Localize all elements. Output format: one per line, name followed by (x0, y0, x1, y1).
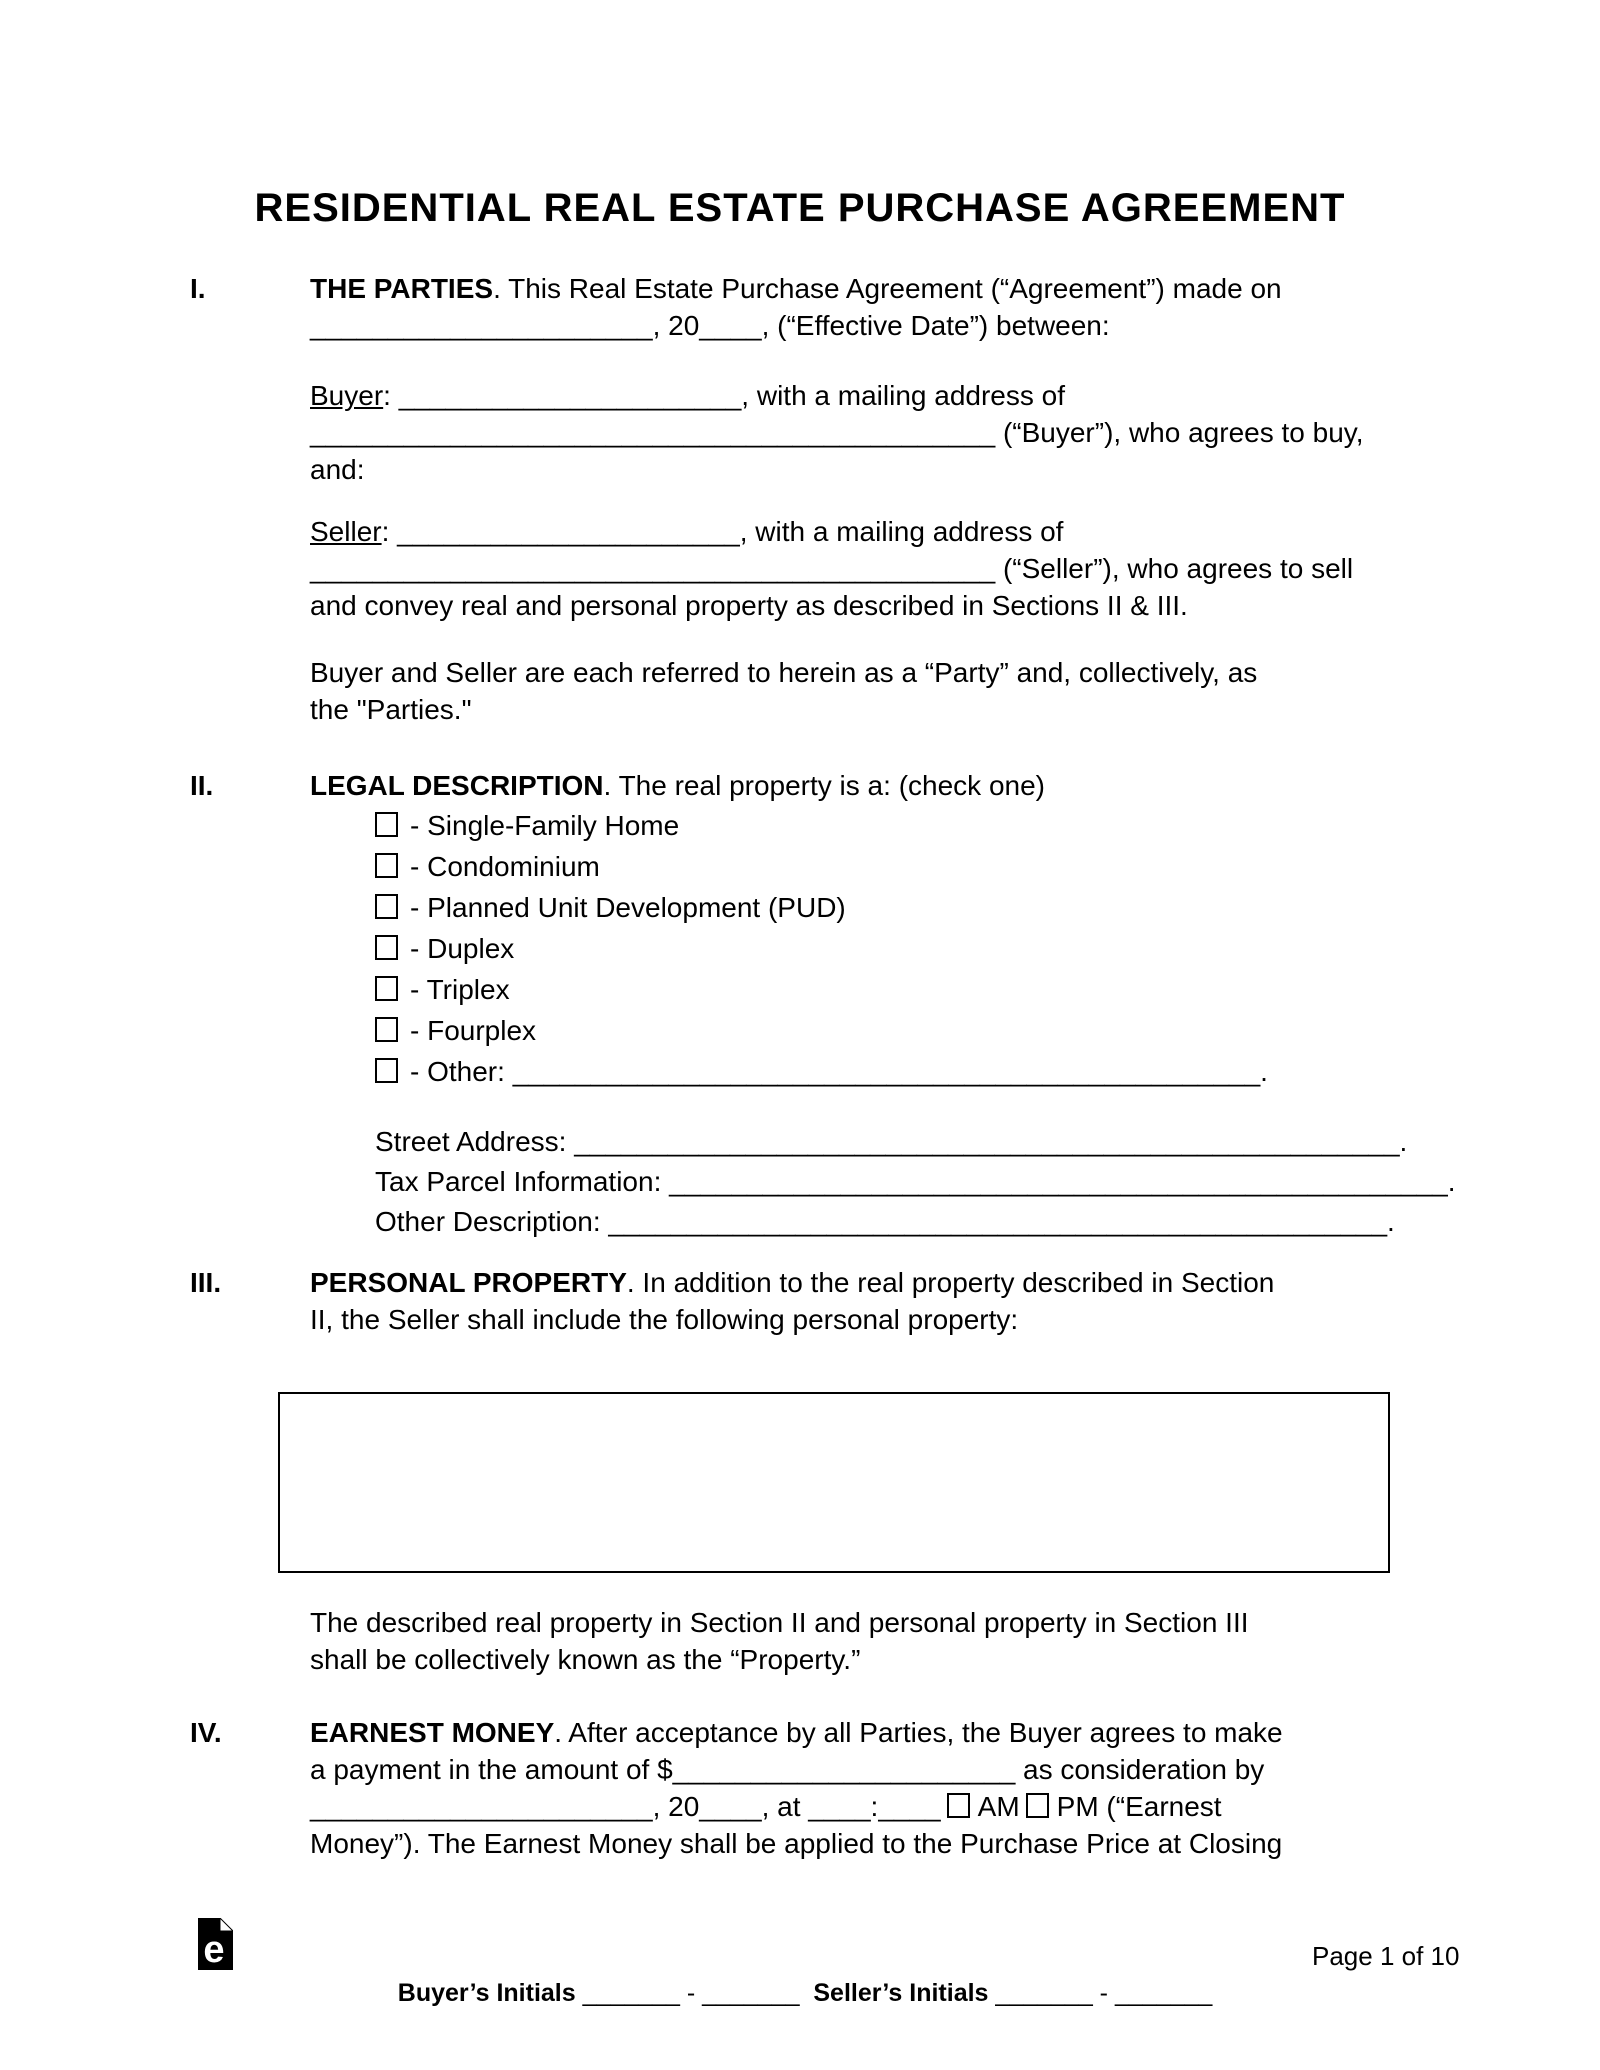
option-fourplex (375, 1010, 1268, 1051)
earnest-date-time-line (310, 1788, 1283, 1825)
seller-initials-blanks: _______ - _______ (988, 1979, 1213, 2007)
buyer-name-line (310, 377, 1363, 414)
checkbox-pm-icon[interactable] (1026, 1793, 1049, 1818)
section-i-heading-rest: . This Real Estate Purchase Agreement (“Agreement”) made on (493, 273, 1282, 304)
buyer-name-blank: : ______________________, with a mailing address of (383, 380, 1066, 411)
buyer-initials-blanks: _______ - _______ (575, 1979, 814, 2007)
section-ii-heading-rest: . The real property is a: (check one) (603, 770, 1045, 801)
seller-convey-line: and convey real and personal property as described in Sections II & III. (310, 590, 1188, 621)
section-iii-heading-rest: . In addition to the real property described in Section (626, 1267, 1275, 1298)
initials-footer (370, 1950, 1212, 2037)
option-duplex (375, 928, 1268, 969)
checkbox-pud-icon[interactable] (375, 894, 398, 919)
page-title: RESIDENTIAL REAL ESTATE PURCHASE AGREEMENT (254, 186, 1346, 230)
buyer-label: Buyer (310, 380, 384, 411)
checkbox-duplex-icon[interactable] (375, 935, 398, 960)
other-description-line: Other Description: __________________________________________________. (375, 1206, 1395, 1237)
section-iv-numeral: IV. (190, 1717, 222, 1748)
collective-line-1: Buyer and Seller are each referred to herein as a “Party” and, collectively, as (310, 657, 1258, 688)
option-condominium (375, 846, 1268, 887)
option-pud-label: - Planned Unit Development (PUD) (410, 892, 846, 923)
eforms-logo-icon (198, 1918, 233, 1970)
property-definition-line-1: The described real property in Section II and personal property in Section III (310, 1607, 1249, 1638)
buyer-initials-label: Buyer’s Initials (397, 1979, 576, 2007)
checkbox-condominium-icon[interactable] (375, 853, 398, 878)
section-i-numeral: I. (190, 273, 206, 304)
section-iv-paragraph (310, 1714, 1283, 1862)
section-iv-heading-rest: . After acceptance by all Parties, the Buyer agrees to make (554, 1717, 1283, 1748)
option-other (375, 1051, 1268, 1092)
seller-paragraph (310, 513, 1353, 624)
section-i-intro (310, 270, 1282, 344)
section-ii-heading: LEGAL DESCRIPTION (310, 770, 604, 801)
option-fourplex-label: - Fourplex (410, 1015, 537, 1046)
property-type-options (375, 805, 1268, 1092)
buyer-and-line: and: (310, 454, 365, 485)
seller-address-blank-line: ____________________________________________ (“Seller”), who agrees to sell (310, 553, 1354, 584)
property-definition-line-2: shall be collectively known as the “Property.” (310, 1644, 861, 1675)
section-iii-numeral: III. (190, 1267, 222, 1298)
property-address-block (375, 1122, 1456, 1242)
tax-parcel-line: Tax Parcel Information: __________________________________________________. (375, 1166, 1456, 1197)
parties-collective-paragraph (310, 654, 1257, 728)
option-triplex (375, 969, 1268, 1010)
street-address-line: Street Address: _____________________________________________________. (375, 1126, 1408, 1157)
checkbox-am-icon[interactable] (947, 1793, 970, 1818)
seller-name-line (310, 513, 1353, 550)
checkbox-fourplex-icon[interactable] (375, 1017, 398, 1042)
section-iii-intro (310, 1264, 1274, 1338)
section-i-heading: THE PARTIES (310, 273, 494, 304)
option-single-family-home (375, 805, 1268, 846)
checkbox-other-icon[interactable] (375, 1058, 398, 1083)
eforms-logo-letter: e (203, 1929, 225, 1970)
am-label: AM (977, 1791, 1020, 1822)
option-condominium-label: - Condominium (410, 851, 600, 882)
checkbox-triplex-icon[interactable] (375, 976, 398, 1001)
seller-name-blank: : ______________________, with a mailing address of (381, 516, 1064, 547)
seller-label: Seller (310, 516, 382, 547)
earnest-date-time-blanks: ______________________, 20____, at ____:____ (310, 1791, 941, 1822)
collective-line-2: the "Parties." (310, 694, 472, 725)
section-ii-numeral: II. (190, 770, 214, 801)
property-definition-paragraph (310, 1604, 1249, 1678)
effective-date-blank-line: ______________________, 20____, (“Effective Date”) between: (310, 310, 1110, 341)
earnest-closing-line: Money”). The Earnest Money shall be applied to the Purchase Price at Closing (310, 1828, 1283, 1859)
option-triplex-label: - Triplex (410, 974, 510, 1005)
section-iii-heading: PERSONAL PROPERTY (310, 1267, 627, 1298)
buyer-address-blank-line: ____________________________________________ (“Buyer”), who agrees to buy, (310, 417, 1364, 448)
checkbox-single-family-home-icon[interactable] (375, 812, 398, 837)
pm-label: PM (“Earnest (1056, 1791, 1222, 1822)
earnest-amount-line: a payment in the amount of $______________________ as consideration by (310, 1754, 1265, 1785)
option-pud (375, 887, 1268, 928)
seller-initials-label: Seller’s Initials (813, 1979, 989, 2007)
section-i-heading-line (310, 270, 1282, 307)
section-iv-heading: EARNEST MONEY (310, 1717, 555, 1748)
option-duplex-label: - Duplex (410, 933, 515, 964)
personal-property-textbox[interactable] (278, 1392, 1390, 1573)
section-iii-line-2: II, the Seller shall include the following personal property: (310, 1304, 1019, 1335)
option-other-label: - Other: ________________________________________________. (410, 1056, 1268, 1087)
option-single-family-home-label: - Single-Family Home (410, 810, 680, 841)
page-number: Page 1 of 10 (1312, 1941, 1460, 1971)
buyer-paragraph (310, 377, 1363, 488)
section-ii-heading-line (310, 767, 1045, 804)
